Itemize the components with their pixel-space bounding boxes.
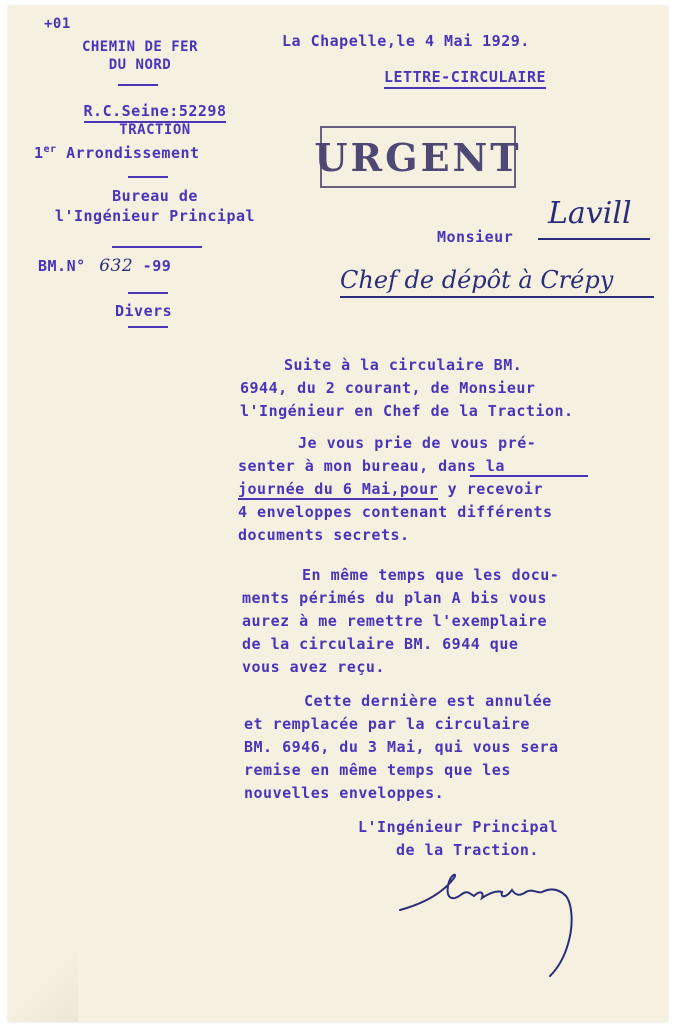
recipient-title: Chef de dépôt à Crépy (340, 266, 614, 294)
paragraph-2: Je vous prie de vous pré- senter à mon bureau, dans la journée du 6 Mai,pour y recevoir 4 enveloppes contenant différents documents secrets. (238, 434, 553, 544)
bm-reference: BM.N° 632 -99 (38, 256, 172, 276)
handwritten-signature (392, 864, 592, 984)
paragraph-3: En même temps que les docu- ments périmés du plan A bis vous aurez à me remettre l'exemplaire de la circulaire BM. 6944 que vous avez reçu. (242, 566, 560, 676)
divider (128, 326, 168, 328)
bureau-line2: l'Ingénieur Principal (54, 207, 256, 225)
service-name: TRACTION (119, 122, 191, 138)
signature-block (358, 816, 558, 862)
recipient-name-line (538, 238, 650, 240)
bureau-line1: Bureau de (112, 187, 198, 205)
underline-dans-la (470, 475, 588, 477)
category: Divers (115, 302, 173, 320)
recipient-name: Lavill (548, 196, 632, 231)
urgent-stamp: URGENT (320, 126, 516, 188)
divider (128, 176, 168, 178)
place-date: La Chapelle,le 4 Mai 1929. (282, 32, 530, 50)
divider (128, 292, 168, 294)
signature-line1: L'Ingénieur Principal (358, 818, 559, 836)
paragraph-4: Cette dernière est annulée et remplacée par la circulaire BM. 6946, du 3 Mai, qui vous sera remise en même temps que les nouvelles enveloppes. (244, 692, 559, 802)
signature-line2: de la Traction. (396, 841, 539, 859)
company-line1: CHEMIN DE FER (81, 39, 199, 55)
divider (118, 84, 158, 86)
company-name (40, 38, 240, 74)
divider (112, 246, 202, 248)
salutation: Monsieur (437, 228, 514, 246)
recipient-title-line (340, 296, 654, 298)
letter-type: LETTRE-CIRCULAIRE (384, 68, 546, 86)
reference-mark: +01 (44, 16, 71, 32)
arrondissement: 1er Arrondissement (34, 144, 200, 162)
underline-journee (238, 498, 438, 500)
bureau (20, 186, 290, 226)
company-line2: DU NORD (108, 57, 172, 73)
paragraph-1: Suite à la circulaire BM. 6944, du 2 courant, de Monsieur l'Ingénieur en Chef de la Traction. (240, 356, 574, 420)
rc-number: R.C.Seine:52298 (40, 102, 270, 120)
